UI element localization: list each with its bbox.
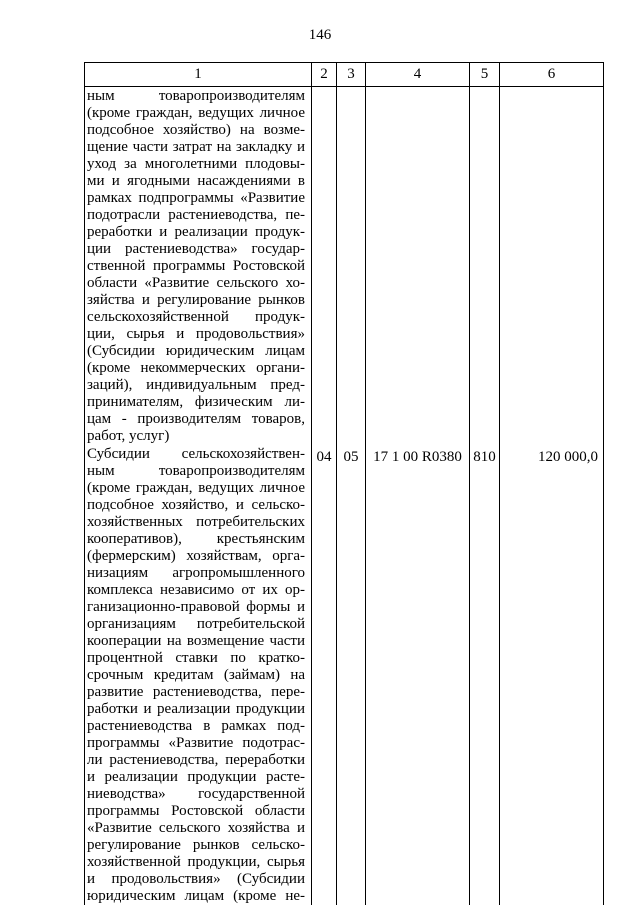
text-line: сельскохозяйственной продук- [87, 309, 305, 325]
text-line: (Субсидии юридическим лицам [87, 343, 305, 359]
text-line: ции, сырья и продовольствия» [87, 326, 305, 342]
col-header-expense-type: 5 [470, 63, 500, 87]
text-line: комплекса независимо от их ор- [87, 582, 305, 598]
text-line: подотрасли растениеводства, пе- [87, 207, 305, 223]
col-header-amount: 6 [500, 63, 604, 87]
text-line: ции растениеводства» государ- [87, 241, 305, 257]
text-line: области «Развитие сельского хо- [87, 275, 305, 291]
table-row [85, 87, 604, 446]
text-line: подсобное хозяйство, и сельско- [87, 497, 305, 513]
col-header-target-article: 4 [366, 63, 470, 87]
text-line: ли растениеводства, переработки [87, 752, 305, 768]
text-line: кооперации на возмещение части [87, 633, 305, 649]
text-line: ганизационно-правовой формы и [87, 599, 305, 615]
text-line: ным товаропроизводителям [87, 88, 305, 104]
text-line: регулирование рынков сельско- [87, 837, 305, 853]
cell-subsection: 05 [337, 445, 366, 905]
cell-subsection [337, 87, 366, 446]
text-line: программы Ростовской области [87, 803, 305, 819]
text-line: кооперативов), крестьянским [87, 531, 305, 547]
col-header-section: 2 [312, 63, 337, 87]
text-line: зяйства и регулирование рынков [87, 292, 305, 308]
text-line: срочным кредитам (займам) на [87, 667, 305, 683]
text-line: (кроме граждан, ведущих личное [87, 105, 305, 121]
text-line: программы «Развитие подотрас- [87, 735, 305, 751]
text-line: хозяйственной продукции, сырья [87, 854, 305, 870]
text-line: «Развитие сельского хозяйства и [87, 820, 305, 836]
cell-amount: 120 000,0 [500, 445, 604, 905]
text-line: принимателям, физическим ли- [87, 394, 305, 410]
text-line: развитие растениеводства, пере- [87, 684, 305, 700]
text-line: и реализации продукции расте- [87, 769, 305, 785]
cell-target-article [366, 87, 470, 446]
text-line: ми и ягодными насаждениями в [87, 173, 305, 189]
text-line: (кроме граждан, ведущих личное [87, 480, 305, 496]
col-header-description: 1 [85, 63, 312, 87]
cell-section: 04 [312, 445, 337, 905]
budget-table [84, 62, 604, 905]
text-line: растениеводства в рамках под- [87, 718, 305, 734]
text-line: юридическим лицам (кроме не- [87, 888, 305, 904]
text-line: и продовольствия» (Субсидии [87, 871, 305, 887]
text-line: реработки и реализации продук- [87, 224, 305, 240]
text-line: подсобное хозяйство) на возме- [87, 122, 305, 138]
text-line: ственной программы Ростовской [87, 258, 305, 274]
text-line: заций), индивидуальным пред- [87, 377, 305, 393]
text-line: (кроме некоммерческих органи- [87, 360, 305, 376]
cell-target-article: 17 1 00 R0380 [366, 445, 470, 905]
table-row [85, 445, 604, 905]
text-line: хозяйственных потребительских [87, 514, 305, 530]
text-line: цам - производителям товаров, [87, 411, 305, 427]
text-line: уход за многолетними плодовы- [87, 156, 305, 172]
text-line: (фермерским) хозяйствам, орга- [87, 548, 305, 564]
text-line: рамках подпрограммы «Развитие [87, 190, 305, 206]
text-line: ниеводства» государственной [87, 786, 305, 802]
cell-section [312, 87, 337, 446]
page-number: 146 [308, 27, 332, 43]
text-line: щение части затрат на закладку и [87, 139, 305, 155]
cell-amount [500, 87, 604, 446]
text-line: работ, услуг) [87, 428, 170, 444]
text-line: работки и реализации продукции [87, 701, 305, 717]
text-line: организациям потребительской [87, 616, 305, 632]
cell-expense-type: 810 [470, 445, 500, 905]
col-header-subsection: 3 [337, 63, 366, 87]
row-description [85, 445, 312, 905]
text-line: Субсидии сельскохозяйствен- [87, 446, 305, 462]
row-description [85, 87, 312, 446]
header-row [85, 63, 604, 87]
cell-expense-type [470, 87, 500, 446]
text-line: низациям агропромышленного [87, 565, 305, 581]
text-line: ным товаропроизводителям [87, 463, 305, 479]
text-line: процентной ставки по кратко- [87, 650, 305, 666]
